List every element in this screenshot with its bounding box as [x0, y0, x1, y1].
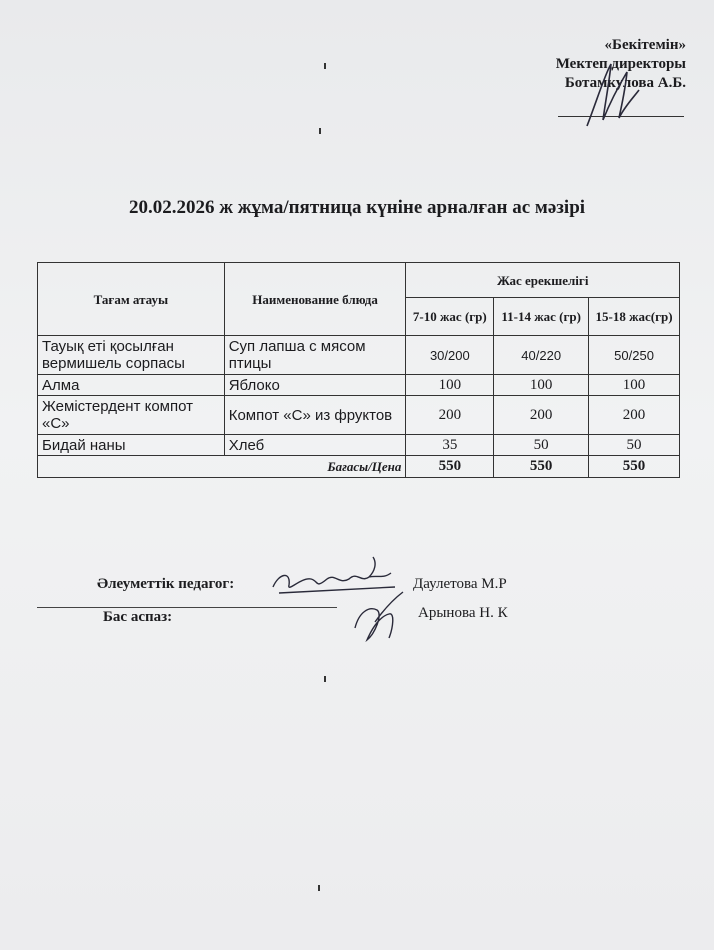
- header-age-15-18: 15-18 жас(гр): [589, 298, 680, 336]
- portion-7-10: 30/200: [406, 336, 494, 375]
- header-age-7-10: 7-10 жас (гр): [406, 298, 494, 336]
- table-row: [38, 435, 680, 456]
- portion-15-18: 50: [589, 435, 680, 456]
- paper-mark: [324, 676, 326, 682]
- menu-table: [37, 262, 680, 478]
- header-age-group: Жас ерекшелігі: [406, 263, 680, 298]
- pedagog-name: Даулетова М.Р: [413, 576, 507, 592]
- approval-position: Мектеп директоры: [555, 56, 686, 72]
- portion-11-14: 100: [494, 375, 589, 396]
- director-signature: [575, 60, 645, 130]
- price-row: [38, 456, 680, 478]
- portion-7-10: 100: [406, 375, 494, 396]
- portion-7-10: 200: [406, 396, 494, 435]
- table-row: [38, 396, 680, 435]
- dish-kz: Тауық еті қосылған вермишель сорпасы: [38, 336, 225, 375]
- portion-7-10: 35: [406, 435, 494, 456]
- signature-divider: [37, 607, 337, 608]
- pedagog-role: Әлеуметтік педагог:: [97, 576, 235, 592]
- portion-11-14: 200: [494, 396, 589, 435]
- price-label: Бағасы/Цена: [38, 456, 406, 478]
- dish-kz: Алма: [38, 375, 225, 396]
- paper-mark: [318, 885, 320, 891]
- dish-ru: Хлеб: [224, 435, 406, 456]
- portion-15-18: 50/250: [589, 336, 680, 375]
- dish-kz: Жемістердент компот «С»: [38, 396, 225, 435]
- header-dish-kz: Тағам атауы: [38, 263, 225, 336]
- table-row: [38, 375, 680, 396]
- header-dish-ru: Наименование блюда: [224, 263, 406, 336]
- portion-11-14: 50: [494, 435, 589, 456]
- dish-ru: Яблоко: [224, 375, 406, 396]
- price-11-14: 550: [494, 456, 589, 478]
- approval-director-name: Ботамкулова А.Б.: [564, 75, 686, 91]
- dish-kz: Бидай наны: [38, 435, 225, 456]
- dish-ru: Компот «С» из фруктов: [224, 396, 406, 435]
- table-row: [38, 336, 680, 375]
- paper-mark: [319, 128, 321, 134]
- cook-role: Бас аспаз:: [103, 609, 173, 625]
- cook-name: Арынова Н. К: [418, 605, 508, 621]
- cook-signature: [345, 588, 420, 648]
- portion-15-18: 200: [589, 396, 680, 435]
- menu-title: 20.02.2026 ж жұма/пятница күніне арналған ас мәзірі: [128, 197, 586, 218]
- approval-heading: «Бекітемін»: [604, 37, 686, 53]
- portion-11-14: 40/220: [494, 336, 589, 375]
- header-age-11-14: 11-14 жас (гр): [494, 298, 589, 336]
- paper-mark: [324, 63, 326, 69]
- portion-15-18: 100: [589, 375, 680, 396]
- dish-ru: Суп лапша с мясом птицы: [224, 336, 406, 375]
- price-15-18: 550: [589, 456, 680, 478]
- price-7-10: 550: [406, 456, 494, 478]
